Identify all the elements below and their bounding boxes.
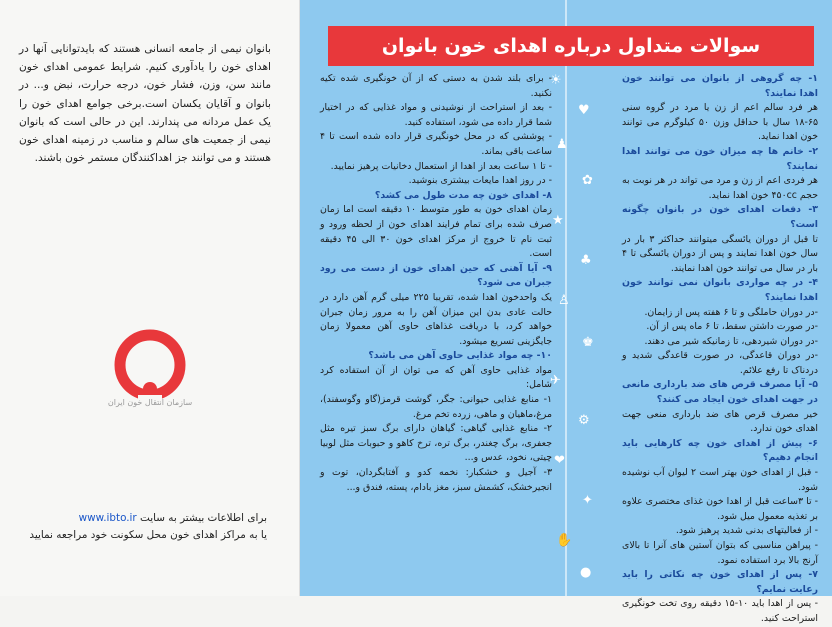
faq-answer: مواد غذایی حاوی آهن که می توان از آن استفاده کرد شامل: xyxy=(320,364,552,391)
drop-icon: ● xyxy=(580,565,592,580)
faq-answer: - در روز اهدا مایعات بیشتری بنوشید. xyxy=(408,175,552,187)
faq-answer: -در دوران حاملگی و تا ۶ هفته پس از زایمان. xyxy=(644,306,818,318)
faq-answer: ۳- آجیل و خشکبار: نخمه کدو و آفتابگردان، توت و انجیرخشک، کشمش سبز، مغز بادام، پسته، فندق و... xyxy=(320,467,552,493)
people-icon: ♟ xyxy=(556,137,568,152)
faq-answer: ۲- منابع غذایی گیاهی: گیاهان دارای برگ سبز تیره مثل جعفری، برگ چغندر، برگ تره، ترخ کاهو و حبوبات مثل لوبیا چیتی، نخود، عدس و... xyxy=(320,423,552,464)
faq-answer: خیر مصرف قرص های ضد بارداری منعی جهت اهدای خون ندارد. xyxy=(622,408,818,435)
sparkle-icon: ✦ xyxy=(582,493,593,508)
faq-question: ۳- دفعات اهدای خون در بانوان چگونه است؟ xyxy=(622,204,818,230)
ibto-logo-icon xyxy=(100,325,200,425)
hand-icon: ✋ xyxy=(556,533,573,548)
left-panel xyxy=(0,0,300,596)
faq-answer: -در دوران شیردهی، تا زمانیکه شیر می دهند. xyxy=(644,335,818,347)
faq-answer: - بعد از استراحت از نوشیدنی و مواد غذایی که در اختیار شما قرار داده می شود، استفاده کنید. xyxy=(320,102,552,128)
heart-small-icon: ❤ xyxy=(554,453,565,468)
page-title: سوالات متداول درباره اهدای خون بانوان xyxy=(328,26,814,66)
faq-question: ۶- پیش از اهدای خون چه کارهایی باید انجام دهیم؟ xyxy=(622,437,818,464)
contact-rest: یا به مراکز اهدای خون محل سکونت خود مراجعه نمایید xyxy=(29,529,267,541)
faq-question: ۵- آیا مصرف قرص های ضد بارداری مانعی در جهت اهدای خون ایجاد می کنند؟ xyxy=(622,379,818,406)
sun-icon: ☀ xyxy=(550,73,562,88)
faq-answer: - تا ۳ساعت قبل از اهدا خون غذای مختصری علاوه بر تغذیه معمول میل شود. xyxy=(622,496,818,522)
faq-answer: - قبل از اهدای خون بهتر است ۲ لیوان آب نوشیده شود. xyxy=(622,467,818,493)
bird-icon: ✈ xyxy=(550,373,561,388)
faq-answer: -در صورت داشتن سقط، تا ۶ ماه پس از آن. xyxy=(646,321,818,333)
faq-answer: ۱- منابع غذایی حیوانی: جگر، گوشت قرمز(گاو وگوسفند)، مرغ،ماهیان و ماهی، زرده تخم مرغ. xyxy=(320,394,552,420)
faq-answer: هر فرد سالم اعم از زن یا مرد در گروه سنی ۶۵-۱۸ سال با حداقل وزن ۵۰ کیلوگرم می توانند خون اهدا نماید. xyxy=(622,102,819,143)
faq-answer: هر فردی اعم از زن و مرد می تواند در هر نوبت به حجم ۴۵۰cc خون اهدا نماید. xyxy=(622,175,818,201)
faq-answer: - پیراهن مناسبی که بتوان آستین های آنرا تا بالای آرنج بالا برد استفاده نمود. xyxy=(622,540,818,566)
faq-answer: تا قبل از دوران یائسگی میتوانند حداکثر ۳ بار در سال خون اهدا نمایند و پس از دوران یائسگی تا ۴ بار در سال می توانند خون اهدا نمایند. xyxy=(622,233,818,274)
faq-question: ۴- در چه مواردی بانوان نمی توانند خون اهدا نمایند؟ xyxy=(622,277,818,303)
contact-info xyxy=(19,510,267,544)
faq-answer: - برای بلند شدن به دستی که از آن خونگیری شده تکیه نکنید. xyxy=(320,73,552,99)
flower-icon: ✿ xyxy=(582,173,593,188)
faq-answer: - پس از اهدا باید ۱۰-۱۵ دقیقه روی تخت خونگیری استراحت کنید. xyxy=(622,598,818,624)
right-panel xyxy=(300,0,832,624)
faq-answer: یک واحدخون اهدا شده، تقریبا ۲۲۵ میلی گرم آهن دارد در حالت عادی بدن این میزان آهن را به مرور زمان جبران خواهد کرد، با دریافت غذاهای حاوی آهن معمولا زمان جایگزینی تسریع میشود. xyxy=(320,291,552,347)
faq-answer: -در دوران قاعدگی، در صورت قاعدگی شدید و دردناک تا رفع علائم. xyxy=(622,350,818,376)
faq-question: ۱۰- چه مواد غذایی حاوی آهن می باشد؟ xyxy=(368,350,552,362)
contact-prefix: برای اطلاعات بیشتر به سایت xyxy=(140,512,267,524)
intro-paragraph: بانوان نیمی از جامعه انسانی هستند که بایدتوانایی آنها در اهدای خون را یادآوری کنیم. شرایط عمومی اهدای خون مانند سن، وزن، فشار خون، درجه حرارت، نبض و... در بانوان و آقایان یکسان است.برخی جوامع اهدای خون را یک عمل مردانه می پندارند. این در حالی است که بانوان نیمی از جمعیت های سالم و مناسب در زمینه اهدای خون هستند و می توانند جز اهداکنندگان مستمر خون باشند. xyxy=(19,43,271,165)
faq-answer: زمان اهدای خون به طور متوسط ۱۰ دقیقه است اما زمان صرف شده برای تمام فرایند اهدای خون از لحظه ورود و ثبت نام تا خروج از مرکز اهدای خون ۳۰ الی ۴۵ دقیقه است. xyxy=(320,204,552,260)
faq-question: ۹- آیا آهنی که حین اهدای خون از دست می رود جبران می شود؟ xyxy=(320,262,552,289)
website-link[interactable]: www.ibto.ir xyxy=(78,512,137,524)
family-icon: ♚ xyxy=(582,335,594,350)
tree-icon: ♣ xyxy=(580,253,592,268)
faq-answer: - پوششی که در محل خونگیری قرار داده شده است تا ۴ ساعت باقی بماند. xyxy=(320,131,552,157)
faq-question: ۲- خانم ها چه میزان خون می توانند اهدا نمایند؟ xyxy=(622,145,818,172)
person-icon: ♙ xyxy=(558,293,570,308)
faq-question: ۱- چه گروهی از بانوان می توانند خون اهدا نمایند؟ xyxy=(622,73,818,99)
heart-icon: ♥ xyxy=(578,103,590,118)
faq-column-right xyxy=(622,72,818,627)
faq-column-middle xyxy=(320,72,552,495)
faq-question: ۷- پس از اهدای خون چه نکاتی را باید رعایت نمایم؟ xyxy=(622,569,818,595)
faq-answer: - تا ۱ ساعت بعد از اهدا از استعمال دخانیات پرهیز نمایید. xyxy=(330,160,552,172)
faq-answer: - از فعالیتهای بدنی شدید پرهیز شود. xyxy=(675,525,818,537)
decorative-illustration xyxy=(542,74,606,584)
star-icon: ★ xyxy=(552,213,564,228)
bicycle-icon: ⚙ xyxy=(578,413,590,428)
logo-caption: سازمان انتقال خون ایران xyxy=(107,398,193,407)
faq-question: ۸- اهدای خون چه مدت طول می کشد؟ xyxy=(374,189,552,201)
